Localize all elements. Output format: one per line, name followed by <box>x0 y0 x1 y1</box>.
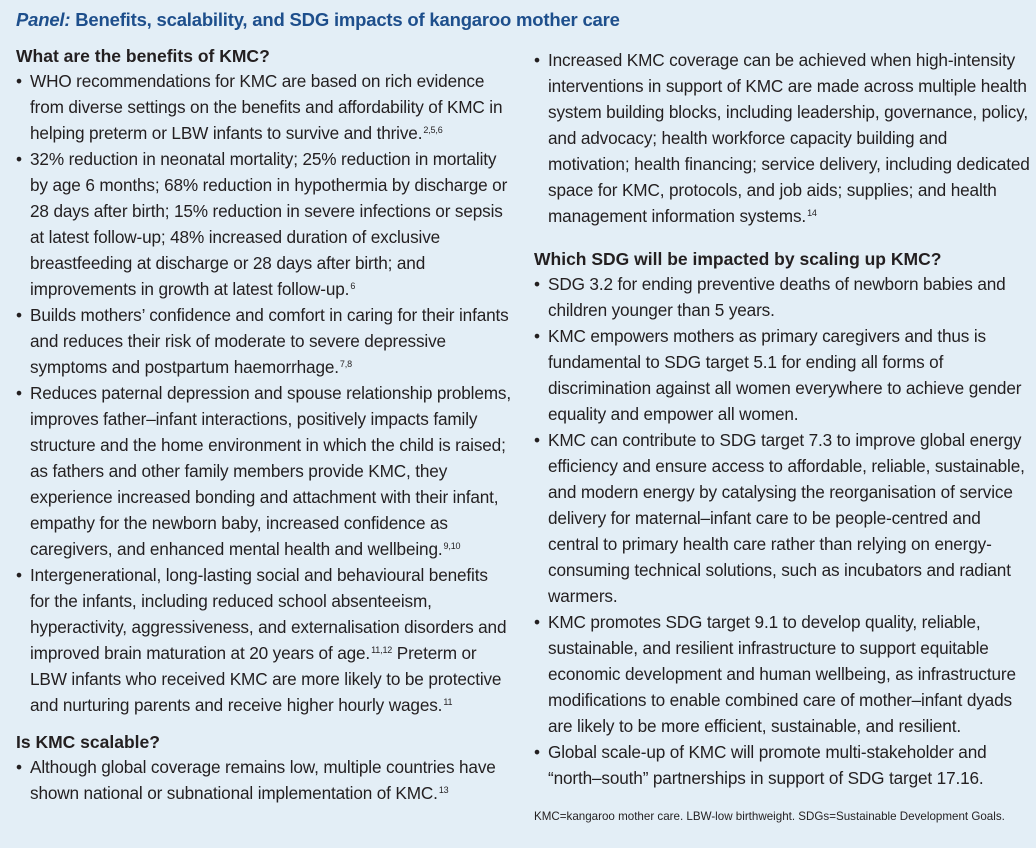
list-item <box>16 146 511 302</box>
item-text: Reduces paternal depression and spouse relationship problems, improves father–infant interactions, positively impacts family structure and the home environment in which the child is raised; as fathers and other family members provide KMC, they experience increased bonding and attachment with their infant, empathy for the newborn baby, increased confidence as caregivers, and enhanced mental health and wellbeing. <box>30 383 511 559</box>
item-text: WHO recommendations for KMC are based on rich evidence from diverse settings on the benefits and affordability of KMC in helping preterm or LBW infants to survive and thrive. <box>30 71 503 143</box>
list-item <box>16 562 511 718</box>
item-text: KMC promotes SDG target 9.1 to develop quality, reliable, sustainable, and resilient infrastructure to support equitable economic development and human wellbeing, as infrastructure modifications to enable combined care of mother–infant dyads are likely to be more efficient, sustainable, and resilient. <box>548 612 1016 736</box>
benefits-list <box>16 68 511 718</box>
panel-title-text: Benefits, scalability, and SDG impacts of kangaroo mother care <box>70 9 620 30</box>
left-column <box>16 44 511 806</box>
item-text: 32% reduction in neonatal mortality; 25% reduction in mortality by age 6 months; 68% reduction in hypothermia by discharge or 28 days after birth; 15% reduction in severe infections or sepsis at latest follow-up; 48% increased duration of exclusive breastfeeding at discharge or 28 days after birth; and improvements in growth at latest follow-up. <box>30 149 508 299</box>
reference-superscript: 7,8 <box>339 359 352 369</box>
sdg-list <box>534 271 1032 791</box>
reference-superscript: 9,10 <box>443 541 461 551</box>
reference-superscript: 11 <box>443 697 453 707</box>
item-text: KMC empowers mothers as primary caregivers and thus is fundamental to SDG target 5.1 for ending all forms of discrimination against all women everywhere to achieve gender equality and empower all women. <box>548 326 1022 424</box>
item-text: KMC can contribute to SDG target 7.3 to improve global energy efficiency and ensure access to affordable, reliable, sustainable, and modern energy by catalysing the reorganisation of service delivery for maternal–infant care to be people-centred and central to primary health care rather than relying on energy-consuming technical solutions, such as incubators and radiant warmers. <box>548 430 1025 606</box>
list-item <box>534 427 1032 609</box>
reference-superscript: 14 <box>807 208 817 218</box>
list-item <box>534 271 1032 323</box>
panel-label: Panel: <box>16 9 71 30</box>
reference-superscript: 6 <box>350 281 356 291</box>
item-text: Global scale-up of KMC will promote multi-stakeholder and “north–south” partnerships in support of SDG target 17.16. <box>548 742 987 788</box>
item-text: Although global coverage remains low, multiple countries have shown national or subnational implementation of KMC. <box>30 757 496 803</box>
reference-superscript: 2,5,6 <box>423 125 443 135</box>
item-text-continued: Preterm or LBW infants who received KMC are more likely to be protective and nurturing parents and receive higher hourly wages. <box>30 643 502 715</box>
scalable-heading: Is KMC scalable? <box>16 732 160 752</box>
scalable-list-part-1 <box>16 754 511 806</box>
list-item <box>16 380 511 562</box>
list-item <box>534 47 1032 229</box>
item-text: SDG 3.2 for ending preventive deaths of newborn babies and children younger than 5 years. <box>548 274 1006 320</box>
item-text: Increased KMC coverage can be achieved when high-intensity interventions in support of KMC are made across multiple health system building blocks, including leadership, governance, policy, and advocacy; health workforce capacity building and motivation; health financing; service delivery, including dedicated space for KMC, protocols, and job aids; supplies; and health management information systems. <box>548 50 1030 226</box>
item-text: Intergenerational, long-lasting social and behavioural benefits for the infants, including reduced school absenteeism, hyperactivity, aggressiveness, and externalisation disorders and improved brain maturation at 20 years of age. <box>30 565 507 663</box>
footnote: KMC=kangaroo mother care. LBW-low birthweight. SDGs=Sustainable Development Goals. <box>534 810 1005 823</box>
reference-superscript: 11,12 <box>371 645 393 655</box>
sdg-heading: Which SDG will be impacted by scaling up KMC? <box>534 249 942 269</box>
right-column <box>534 47 1032 791</box>
panel-title <box>16 9 620 31</box>
list-item <box>16 302 511 380</box>
reference-superscript: 13 <box>438 785 449 795</box>
list-item <box>16 754 511 806</box>
list-item <box>534 609 1032 739</box>
benefits-heading: What are the benefits of KMC? <box>16 46 270 66</box>
scalable-list-part-2 <box>534 47 1032 229</box>
list-item <box>534 323 1032 427</box>
list-item <box>16 68 511 146</box>
item-text: Builds mothers’ confidence and comfort in caring for their infants and reduces their risk of moderate to severe depressive symptoms and postpartum haemorrhage. <box>30 305 509 377</box>
list-item <box>534 739 1032 791</box>
